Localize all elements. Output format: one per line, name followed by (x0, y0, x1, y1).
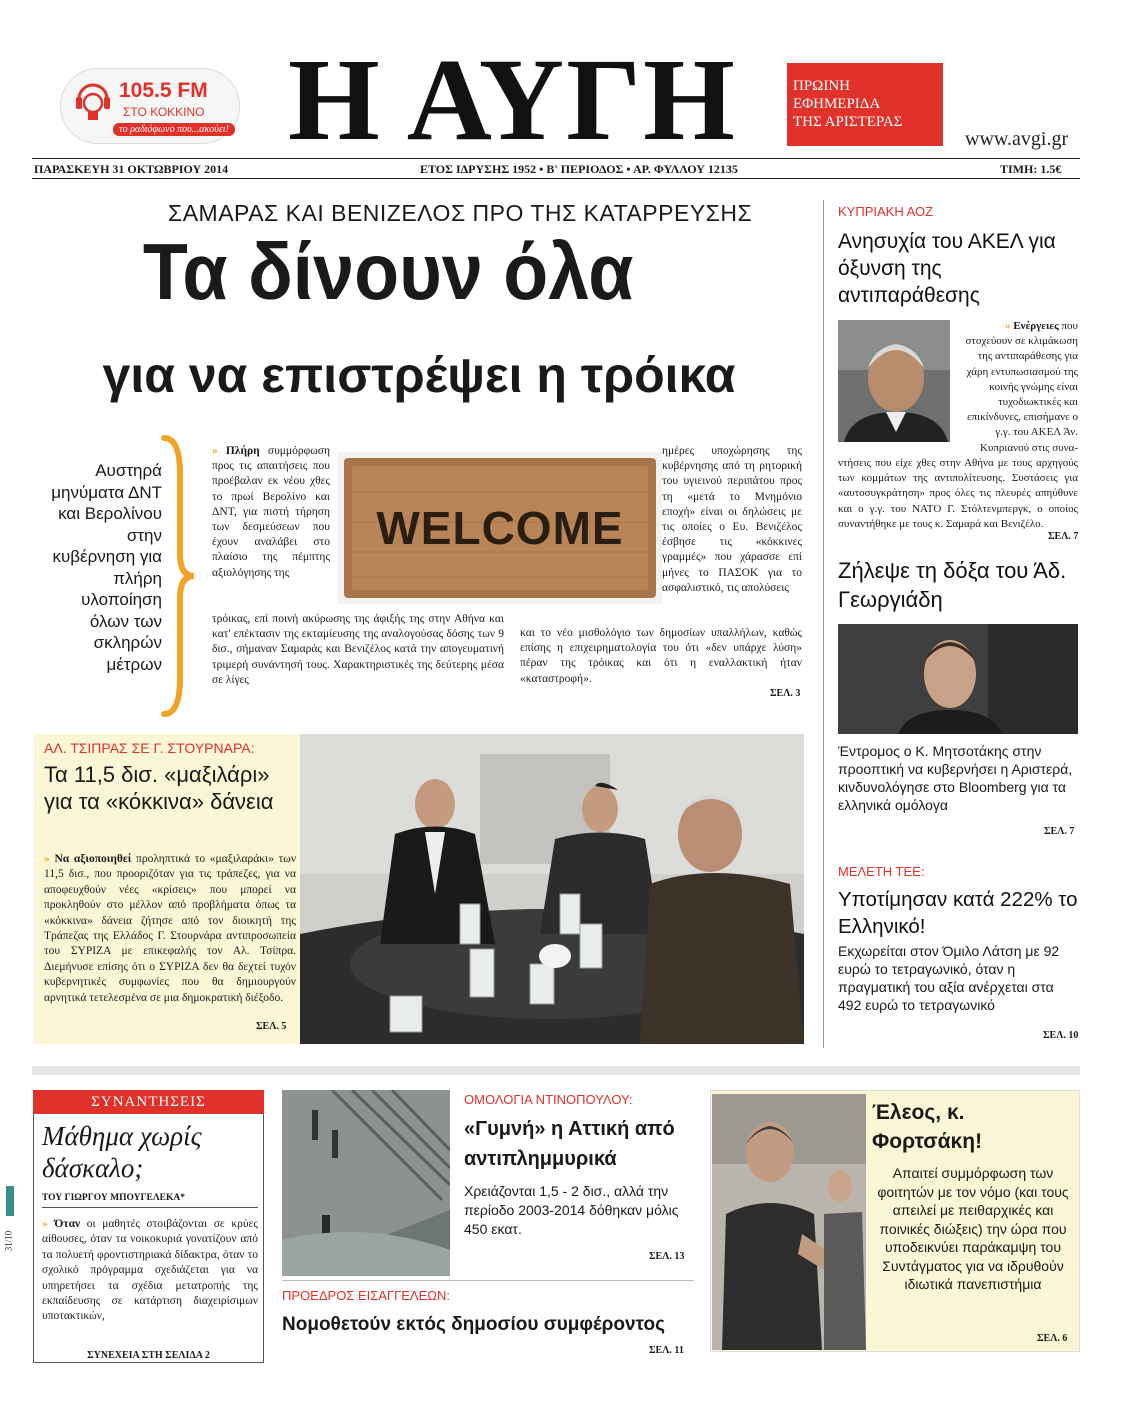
fortsakis-photo (712, 1094, 866, 1350)
cyprus-kicker: ΚΥΠΡΙΑΚΗ ΑΟΖ (838, 204, 934, 219)
brace-decoration (160, 434, 196, 718)
cyprus-body-b: ντήσεις που είχε χθες στην Αθήνα με τους αρχηγούς των κομμάτων της αντιπολίτευσης. Συστάσεις για «αυτοσυγκράτηση» προς όλες τις πλευρές απηύθυνε και ο γ.γ. του ΝΑΤΟ Γ. Στόλτενμπεργκ, ο οποίος συναντήθηκε με τους κ. Σαμαρά και Βενιζέλο. (838, 457, 1078, 530)
flood-headline[interactable]: «Γυμνή» η Αττική από αντιπλημμυρικά (464, 1118, 675, 1170)
issue-price: ΤΙΜΗ: 1.5€ (1000, 162, 1062, 176)
section-divider (32, 1066, 1080, 1075)
flood-kicker: ΟΜΟΛΟΓΙΑ ΝΤΙΝΟΠΟΥΛΟΥ: (464, 1092, 633, 1107)
lead-subheadline[interactable]: για να επιστρέψει η τρόικα (102, 347, 736, 403)
lead-headline[interactable]: Τα δίνουν όλα (142, 227, 634, 316)
lead-body-text: συμμόρφωση προς τις απαιτήσεις που προέβαλαν εκ νέου χθες το πρωί Βερολίνο και ΔΝΤ, για πιστή τήρηση των δεσμεύσεων που έχουν αναλάβει στο πλαίσιο της πέμπτης αξιολόγησης της (212, 445, 330, 579)
prosecutors-headline[interactable]: Νομοθετούν εκτός δημοσίου συμφέροντος (282, 1314, 665, 1335)
kyprianou-photo (838, 320, 950, 442)
cyprus-body-lead: Ενέργειες (1013, 320, 1059, 332)
cyprus-headline[interactable]: Ανησυχία του ΑΚΕΛ για όξυνση της αντιπαράθεσης (838, 230, 1056, 307)
tagline-line: ΠΡΩΙΝΗ (793, 78, 850, 94)
page-marker (3, 1186, 18, 1252)
column-divider (823, 200, 824, 1048)
bullet-icon: » (42, 1218, 48, 1230)
masthead-rule (32, 178, 1080, 179)
radio-ad[interactable] (60, 68, 240, 144)
adonis-headline[interactable]: Ζήλεψε τη δόξα του Άδ. Γεωργιάδη (838, 558, 1067, 612)
tsipras-headline[interactable]: Τα 11,5 δισ. «μαξιλάρι» για τα «κόκκινα» δάνεια (44, 762, 274, 814)
page-reference[interactable]: ΣΕΛ. 6 (1037, 1333, 1068, 1344)
fortsakis-headline[interactable]: Έλεος, κ. Φορτσάκη! (872, 1101, 983, 1153)
mitsotakis-photo (838, 624, 1078, 734)
column-body-text: οι μαθητές στοιβάζονται σε κρύες αίθουσες, όταν τα νοικοκυριά γονατίζουν από τα πολυετή φροντιστηριακά δίδακτρα, όταν το σχολικό πρόγραμμα σχεδιάζεται για να υπηρετήσει τα σχέδια μετατροπής της εκπαίδευσης σε κατάρτιση διαχειρίσιμων υποτακτικών, (42, 1218, 258, 1323)
cyprus-body-a (956, 319, 1078, 456)
page-reference[interactable]: ΣΕΛ. 7 (1044, 531, 1078, 542)
lead-body-col3b: και το νέο μισθολόγιο των δημοσίων υπαλλήλων, καθώς επίσης η επιχειρηματολογία του ότι «δεν υπάρχε λύση» πέραν της τρόικας και ότι η εναλλακτική ήταν «καταστροφή». (520, 627, 802, 685)
newspaper-title: Η ΑΥΓΗ (288, 34, 737, 165)
lead-body-lead: Πλήρη (225, 445, 260, 457)
tsipras-body-lead: Να αξιοποιηθεί (54, 853, 132, 865)
tee-body: Εκχωρείται στον Όμιλο Λάτση με 92 ευρώ το τετραγωνικό, όταν η πραγματική του αξία ανέρχεται στα 492 ευρώ το τετραγωνικό (838, 943, 1060, 1013)
lead-kicker: ΣΑΜΑΡΑΣ ΚΑΙ ΒΕΝΙΖΕΛΟΣ ΠΡΟ ΤΗΣ ΚΑΤΑΡΡΕΥΣΗΣ (168, 200, 753, 226)
radio-frequency: 105.5 FM (119, 79, 208, 102)
tsipras-kicker: ΑΛ. ΤΣΙΠΡΑΣ ΣΕ Γ. ΣΤΟΥΡΝΑΡΑ: (44, 740, 255, 756)
continue-link[interactable]: ΣΥΝΕΧΕΙΑ ΣΤΗ ΣΕΛΙΔΑ 2 (87, 1350, 210, 1361)
flood-photo (282, 1090, 450, 1276)
tsipras-body-text: προληπτικά το «μαξιλαράκι» των 11,5 δισ., που προοριζόταν για τις τράπεζες, για να αποφευχθούν νέες «κρίσεις» που μπορεί να προκληθούν στο μέλλον από προβλήματα όπως τα «κόκκινα» δάνεια ζήτησε από τον διοικητή της Τράπεζας της Ελλάδος Γ. Στουρνάρα αντιπροσωπεία του ΣΥΡΙΖΑ με επικεφαλής τον Αλ. Τσίπρα. Διεμήνυσε επίσης ότι ο ΣΥΡΙΖΑ δεν θα δεχτεί τυχόν κυβερνητικές συμφωνίες που θα δημιουργούν αρνητικά τετελεσμένα σε μια δημοκρατική διέξοδο. (44, 853, 297, 1004)
meeting-photo (300, 734, 804, 1044)
issue-date: ΠΑΡΑΣΚΕΥΗ 31 ΟΚΤΩΒΡΙΟΥ 2014 (34, 162, 229, 176)
bullet-icon: » (44, 853, 50, 865)
lead-side-summary: Αυστηρά μηνύματα ΔΝΤ και Βερολίνου στην κυβέρνηση για πλήρη υλοποίηση όλων των σκληρών μέτρων (51, 461, 162, 674)
page-reference[interactable]: ΣΕΛ. 5 (256, 1021, 287, 1032)
page-marker-bar (6, 1186, 14, 1216)
radio-slogan: το ραδιόφωνο που...ακούει! (113, 123, 235, 136)
website-link[interactable]: www.avgi.gr (965, 128, 1069, 150)
tsipras-body (44, 852, 296, 1006)
tee-kicker: ΜΕΛΕΤΗ ΤΕΕ: (838, 864, 925, 879)
column-body-lead: Όταν (54, 1218, 81, 1230)
page-reference[interactable]: ΣΕΛ. 10 (1043, 1030, 1079, 1041)
welcome-mat-photo (338, 452, 662, 604)
column-body (42, 1217, 258, 1325)
column-author: ΤΟΥ ΓΙΩΡΓΟΥ ΜΠΟΥΓΕΛΕΚΑ* (42, 1193, 258, 1208)
fortsakis-body: Απαιτεί συμμόρφωση των φοιτητών με τον νόμο (και τους απειλεί με πειθαρχικές και ποινικές διώξεις) την ώρα που υποδεικνύει παράκαμψη του Συντάγματος για να ιδρυθούν ιδιωτικά πανεπιστήμια (877, 1165, 1069, 1292)
tagline-line: ΤΗΣ ΑΡΙΣΤΕΡΑΣ (793, 114, 903, 130)
masthead-rule (32, 158, 1080, 159)
page-reference[interactable]: ΣΕΛ. 3 (770, 688, 801, 699)
welcome-text: WELCOME (376, 502, 624, 554)
lead-body-col1b: τρόικας, επί ποινή ακύρωσης της άφιξής της στην Αθήνα και κατ' επέκτασιν της εκταμίευσης της αναλογούσας δόσης των 9 δισ., σήμαναν Σαμαράς και Βενιζέλος κατά την απογευματινή τριμερή συνάντησή τους. Χαρακτηριστικές της δεύτερης μέσα σε λίγες (212, 613, 504, 686)
page-marker-text: 31/10 (3, 1230, 14, 1252)
tagline-box (787, 63, 943, 146)
page-reference[interactable]: ΣΕΛ. 13 (649, 1251, 685, 1262)
flood-body: Χρειάζονται 1,5 - 2 δισ., αλλά την περίοδο 2003-2014 δόθηκαν μόλις 450 εκατ. (464, 1183, 679, 1237)
tee-headline[interactable]: Υποτίμησαν κατά 222% το Ελληνικό! (838, 888, 1078, 938)
bullet-icon: » (1005, 320, 1011, 332)
column-headline[interactable]: Μάθημα χωρίς δάσκαλο; (42, 1121, 202, 1183)
page-reference[interactable]: ΣΕΛ. 7 (1044, 826, 1075, 837)
lightbulb-icon (73, 81, 113, 129)
lead-body-col3: ημέρες υποχώρησης της κυβέρνησης από τη ρητορική του υγιεινού περιπάτου προς τη «μετά το Μνημόνιο εποχή» είναι οι δηλώσεις με τις οποίες ο Ευ. Βενιζέλος έσβησε τις «κόκκινες γραμμές» που χάρασσε επί μήνες το ΠΑΣΟΚ για το ασφαλιστικό, τις απολύσεις (662, 445, 802, 594)
lead-body-col1 (212, 444, 330, 581)
bullet-icon: » (212, 445, 218, 457)
tagline-line: ΕΦΗΜΕΡΙΔΑ (793, 96, 881, 112)
column-tab: ΣΥΝΑΝΤΗΣΕΙΣ (33, 1090, 264, 1114)
adonis-body: Έντρομος ο Κ. Μητσοτάκης στην προοπτική να κυβερνήσει η Αριστερά, κινδυνολόγησε στο Bloomberg για τα ελληνικά ομόλογα (838, 743, 1073, 813)
cyprus-body-text: που στοχεύουν σε κλιμάκωση της αντιπαράθεσης για χάρη εντυπωσιασμού της κοινής γνώμης είναι τυχοδιωκτικές και επικίνδυνες, επισήμανε ο γ.γ. του ΑΚΕΛ Άν. Κυπριανού στις συνα- (965, 320, 1078, 454)
issue-info: ΕΤΟΣ ΙΔΡΥΣΗΣ 1952 • Β' ΠΕΡΙΟΔΟΣ • ΑΡ. ΦΥΛΛΟΥ 12135 (420, 162, 738, 176)
radio-station: ΣΤΟ ΚΟΚΚΙΝΟ (123, 105, 205, 119)
page-reference[interactable]: ΣΕΛ. 11 (649, 1345, 684, 1356)
story-divider (282, 1280, 694, 1281)
prosecutors-kicker: ΠΡΟΕΔΡΟΣ ΕΙΣΑΓΓΕΛΕΩΝ: (282, 1288, 451, 1303)
